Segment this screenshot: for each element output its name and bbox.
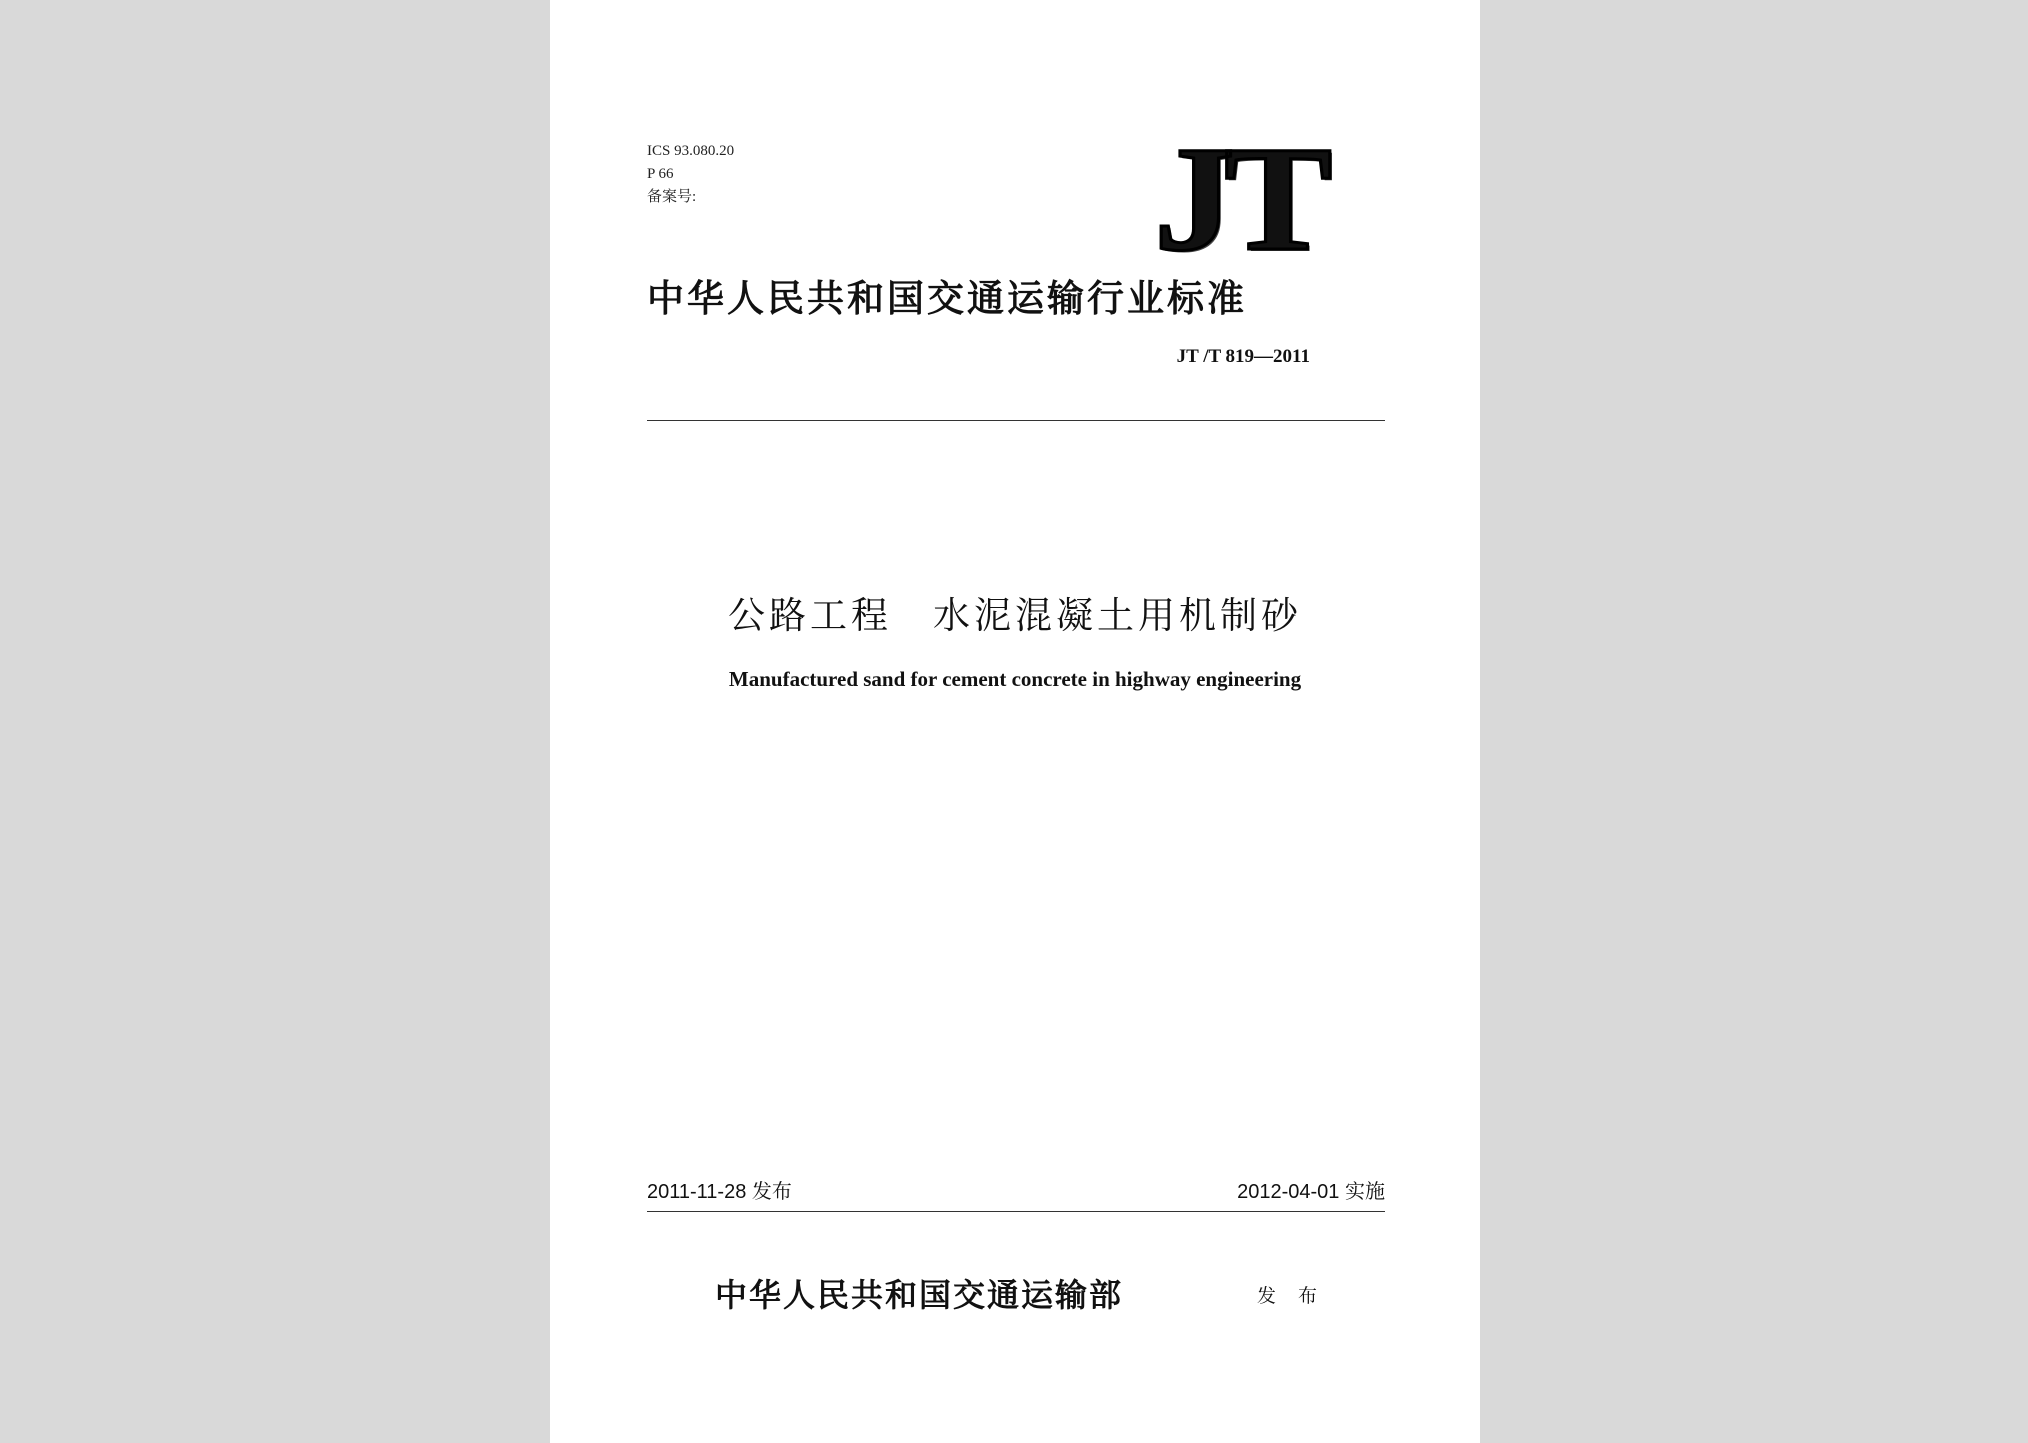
footer-divider bbox=[647, 1211, 1385, 1212]
document-title-cn: 公路工程 水泥混凝土用机制砂 bbox=[728, 594, 1302, 637]
class-code: P 66 bbox=[647, 166, 674, 182]
document-page bbox=[550, 0, 1480, 1443]
issued-label: 发 布 bbox=[1257, 1285, 1326, 1307]
header-divider bbox=[647, 420, 1385, 421]
standard-category-title: 中华人民共和国交通运输行业标准 bbox=[647, 276, 1247, 320]
implementation-date: 2012-04-01 实施 bbox=[1237, 1181, 1385, 1203]
ics-code: ICS 93.080.20 bbox=[647, 143, 735, 159]
standard-code: JT /T 819—2011 bbox=[1176, 346, 1310, 367]
document-title-en: Manufactured sand for cement concrete in highway engineering bbox=[728, 667, 1302, 691]
classification-block bbox=[647, 140, 947, 209]
filing-number-label: 备案号: bbox=[647, 189, 697, 205]
issuing-authority: 中华人民共和国交通运输部 bbox=[715, 1276, 1124, 1314]
jt-logo: JT bbox=[1154, 116, 1322, 282]
release-date: 2011-11-28 发布 bbox=[647, 1181, 792, 1203]
